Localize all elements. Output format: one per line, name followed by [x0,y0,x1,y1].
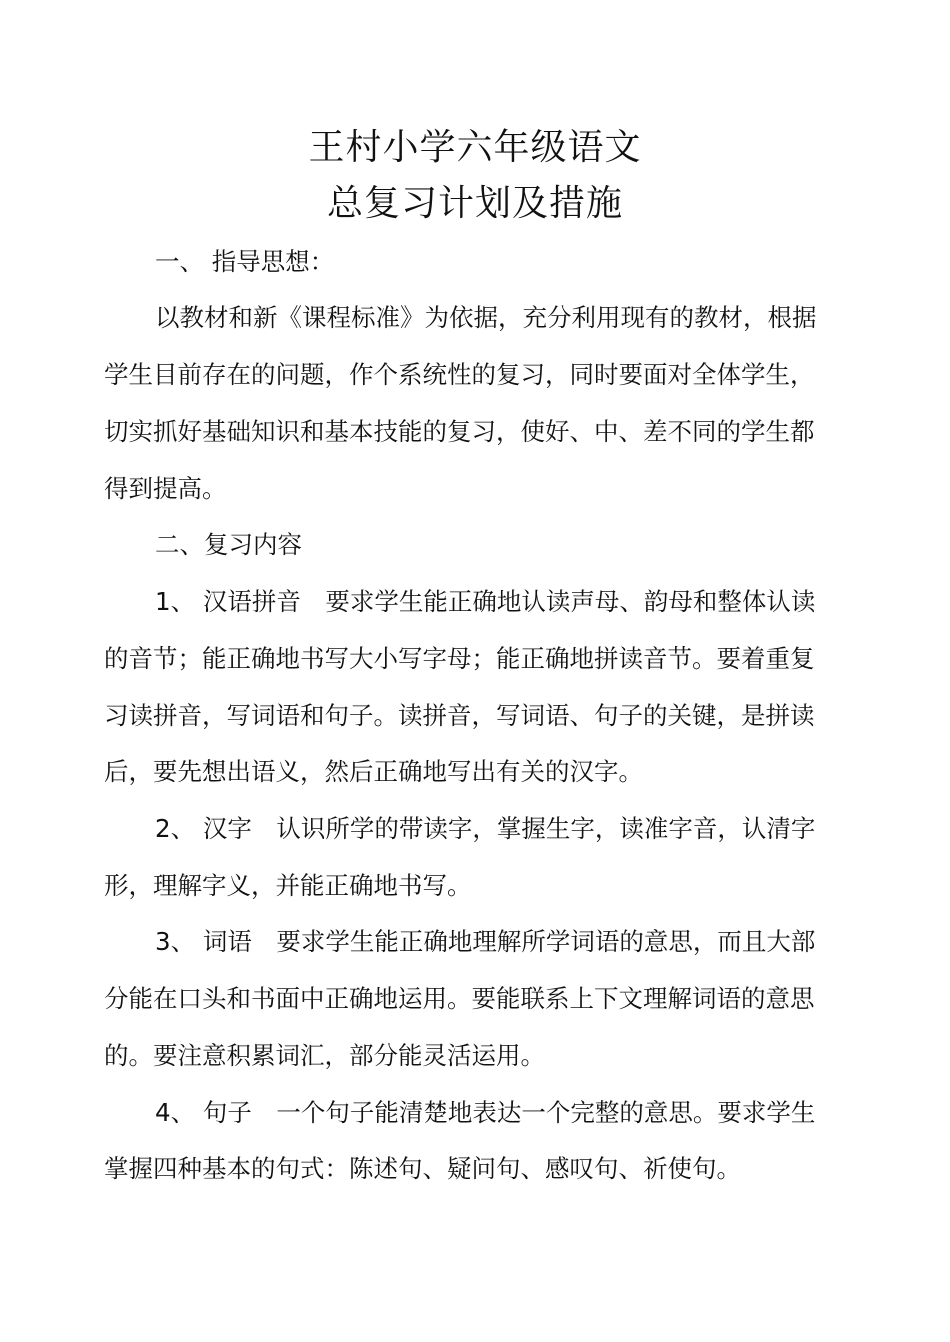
paragraph-line: 形，理解字义，并能正确地书写。 [104,871,472,900]
paragraph-line: 4、 句子 一个句子能清楚地表达一个完整的意思。要求学生 [155,1098,816,1127]
paragraph-line: 1、 汉语拼音 要求学生能正确地认读声母、韵母和整体认读 [155,587,816,616]
paragraph-line: 后，要先想出语义，然后正确地写出有关的汉字。 [104,757,643,786]
paragraph-line: 分能在口头和书面中正确地运用。要能联系上下文理解词语的意思 [104,984,815,1013]
paragraph-line: 切实抓好基础知识和基本技能的复习，使好、中、差不同的学生都 [104,417,815,446]
paragraph-line: 2、 汉字 认识所学的带读字，掌握生字，读准字音，认清字 [155,814,816,843]
paragraph-line: 学生目前存在的问题，作个系统性的复习，同时要面对全体学生， [104,360,815,389]
paragraph-line: 得到提高。 [104,474,227,503]
document-title-line2: 总复习计划及措施 [326,183,623,224]
paragraph-line: 习读拼音，写词语和句子。读拼音，写词语、句子的关键，是拼读 [104,701,815,730]
paragraph-line: 以教材和新《课程标准》为依据，充分利用现有的教材，根据 [155,303,817,332]
paragraph-line: 的音节；能正确地书写大小写字母；能正确地拼读音节。要着重复 [104,644,815,673]
paragraph-line: 3、 词语 要求学生能正确地理解所学词语的意思，而且大部 [155,927,816,956]
paragraph-line: 掌握四种基本的句式：陈述句、疑问句、感叹句、祈使句。 [104,1154,741,1183]
paragraph-line: 的。要注意积累词汇，部分能灵活运用。 [104,1041,545,1070]
document-title-line1: 王村小学六年级语文 [308,127,642,168]
section-heading-guiding-thought: 一、 指导思想： [155,247,335,276]
section-heading-review-content: 二、复习内容 [155,530,302,559]
